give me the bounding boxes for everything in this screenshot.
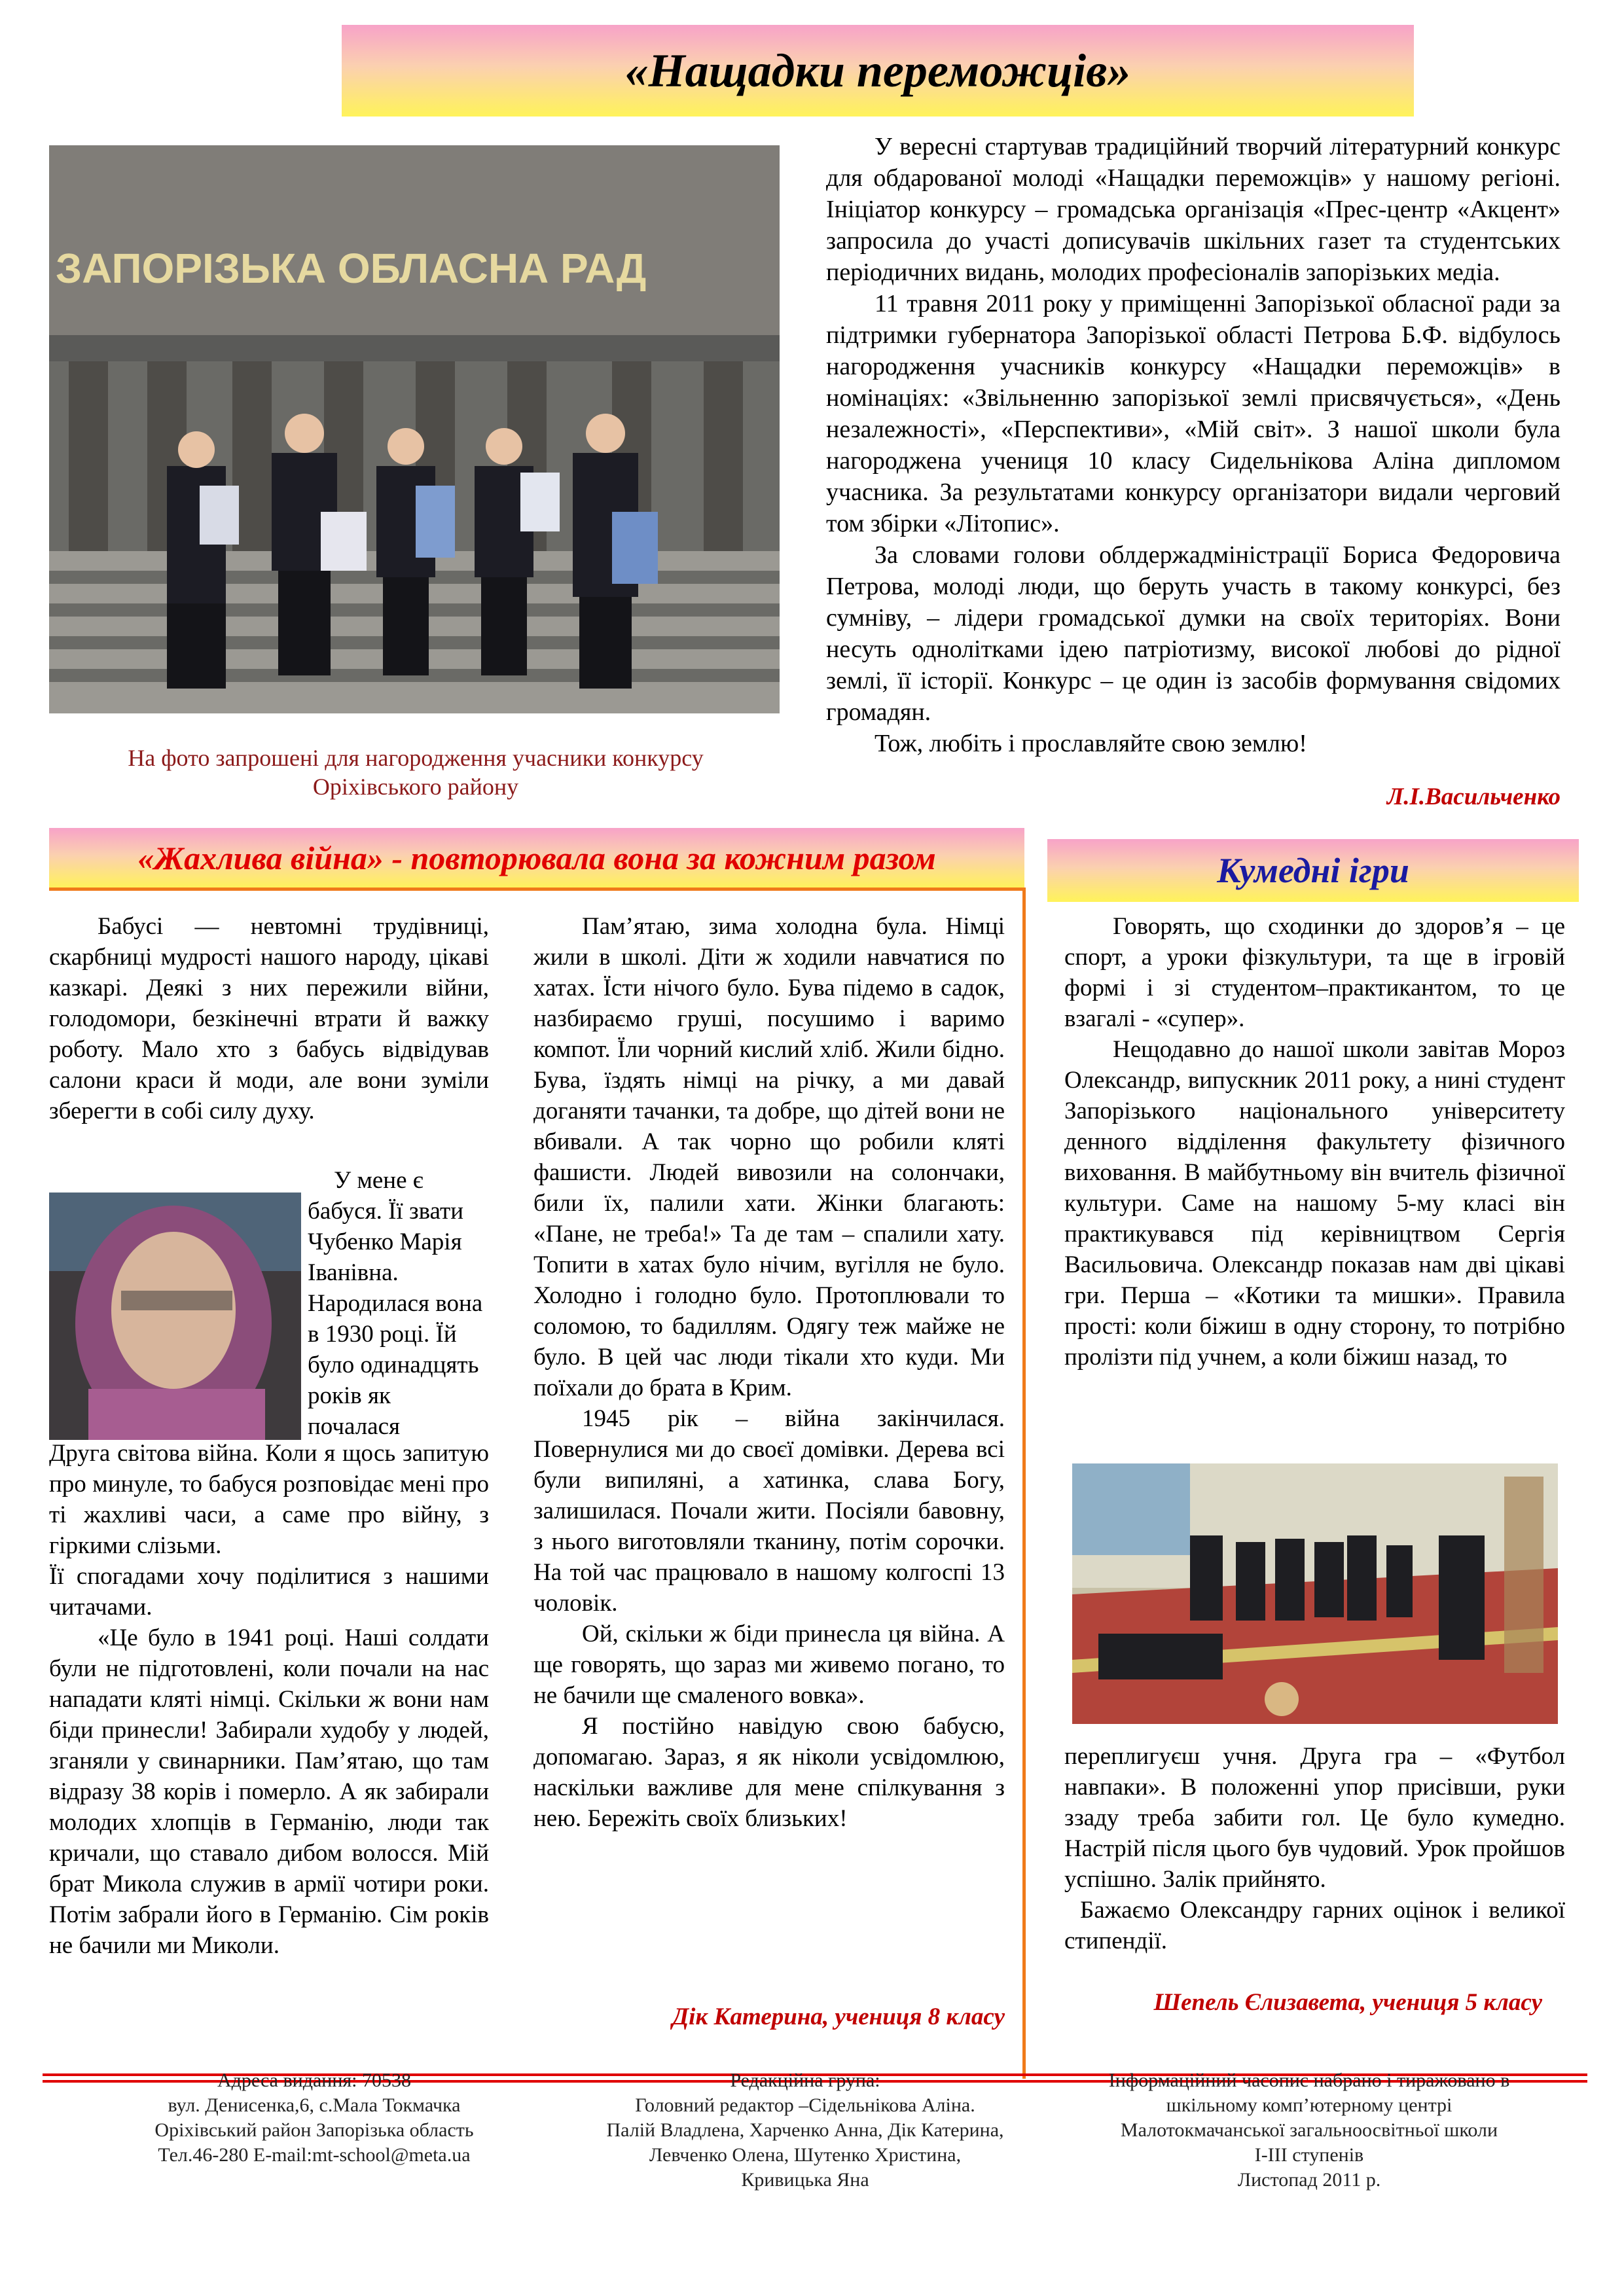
article2-col1-intro: [49, 911, 489, 1126]
footer-line: Тел.46-280 E-mail:mt-school@meta.ua: [158, 2144, 471, 2166]
article1-paragraph: За словами голови облдержадміністрації Бориса Федоровича Петрова, молоді люди, що беруть участь в такому конкурсі, без сумніву, – лідери громадської думки на своїх територіях. Вони несуть однолітками ідею патріотизму, високої любові до рідної землі, її історії. Конкурс – це один із засобів формування свідомих громадян.: [826, 541, 1561, 726]
article2-col1-rest: [49, 1438, 489, 1961]
article1-signature: Л.І.Васильченко: [1386, 783, 1561, 810]
footer-line: Редакційна група:: [730, 2070, 880, 2091]
gym-photo: [1072, 1463, 1558, 1724]
orange-rule-vertical: [1022, 888, 1026, 2079]
article2-paragraph: 1945 рік – війна закінчилася. Повернулися ми до своєї домівки. Дерева всі були випиляні, а хатинка, слава Богу, залишилася. Почали жити. Посіяли бавовну, з нього виготовляли тканину, потім сорочки. На той час працювало в нашому колгоспі 13 чоловік.: [533, 1405, 1005, 1617]
footer-line: Малотокмачанської загальноосвітньої школи: [1120, 2119, 1498, 2141]
article2-paragraph: «Це було в 1941 році. Наші солдати були не підготовлені, коли почали на нас нападати кляті німці. Скільки ж вони нам біди принесли! Забирали худобу у людей, зганяли у свинарники. Пам’ятаю, що там відразу 38 корів і померло. А як забирали молодих хлопців в Германію, люди так кричали, що ставало дибом волосся. Мій брат Микола служив в армії чотири роки. Потім забрали його в Германію. Сім років не бачили ми Миколи.: [49, 1624, 489, 1959]
building-sign: ЗАПОРІЗЬКА ОБЛАСНА РАД: [56, 245, 647, 292]
article3-title: Кумедні ігри: [1217, 851, 1409, 890]
article2-paragraph: У мене є бабуся. Її звати Чубенко Марія Іванівна. Народилася вона в 1930 році. Їй було одинадцять років як почалася: [308, 1167, 483, 1440]
footer-line: Головний редактор –Сідельнікова Аліна.: [635, 2094, 975, 2116]
footer-line: шкільному комп’ютерному центрі: [1166, 2094, 1453, 2116]
article3-paragraph: Нещодавно до нашої школи завітав Мороз Олександр, випускник 2011 року, а нині студент Запорізького національного університету денного відділення факультету фізичного виховання. В майбутньому він вчитель фізичної культури. Саме на нашому 5-му класі він практикувався під керівництвом Сергія Васильовича. Олександр показав нам дві цікаві гри. Перша – «Котики та мишки». Правила прості: коли біжиш в одну сторону, то потрібно пролізти під учнем, а коли біжиш назад, то: [1064, 1036, 1565, 1371]
article3-paragraph: переплигуєш учня. Друга гра – «Футбол навпаки». В положенні упор присівши, руки ззаду треба забити гол. Це було кумедно. Настрій після цього був чудовий. Урок пройшов успішно. Залік прийнято.: [1064, 1743, 1565, 1893]
article2-signature: Дік Катерина, учениця 8 класу: [672, 2003, 1005, 2030]
footer-line: Листопад 2011 р.: [1237, 2169, 1381, 2191]
footer-line: Оріхівський район Запорізька область: [154, 2119, 474, 2141]
article2-col1-beside-photo: [308, 1165, 489, 1442]
footer-line: Адреса видання: 70538: [217, 2070, 412, 2091]
photo-caption-line: Оріхівського району: [312, 774, 519, 800]
award-photo: [49, 145, 780, 713]
footer-line: І-ІІІ ступенів: [1254, 2144, 1364, 2166]
footer-line: вул. Денисенка,6, с.Мала Токмачка: [168, 2094, 461, 2116]
article1-paragraph: Тож, любіть і прославляйте свою землю!: [875, 730, 1307, 757]
article3-bottom: [1064, 1741, 1565, 1956]
article2-col2: [533, 911, 1005, 1834]
article3-top: [1064, 911, 1565, 1372]
article2-paragraph: Ой, скільки ж біди принесла ця війна. А ще говорять, що зараз ми живемо погано, то не бачили ще смаленого вовка».: [533, 1621, 1005, 1709]
article1-body: [826, 131, 1561, 759]
article3-title-banner: [1047, 839, 1579, 902]
article2-title: «Жахлива війна» - повторювала вона за кожним разом: [137, 840, 936, 876]
article2-title-banner: [49, 828, 1024, 888]
footer-address: [52, 2068, 576, 2168]
orange-rule-horizontal: [49, 888, 1024, 891]
footer-line: Інформаційний часопис набрано і тиражовано в: [1108, 2070, 1510, 2091]
article2-paragraph: Друга світова війна. Коли я щось запитую про минуле, то бабуся розповідає мені про ті жахливі часи, а саме про війну, з гіркими слізьми.: [49, 1440, 489, 1559]
article1-paragraph: 11 травня 2011 року у приміщенні Запорізької обласної ради за підтримки губернатора Запорізької області Петрова Б.Ф. відбулось нагородження учасників конкурсу «Нащадки переможців» в номінаціях: «Звільненню запорізької землі присвячується», «День незалежності», «Перспективи», «Мій світ». З нашої школи була нагороджена учениця 10 класу Сидельнікова Аліна дипломом учасника. За результатами конкурсу організатори видали черговий том збірки «Літопис».: [826, 290, 1561, 537]
grandmother-photo: [49, 1193, 301, 1440]
article2-paragraph: Бабусі — невтомні трудівниці, скарбниці мудрості нашого народу, цікаві казкарі. Деякі з них пережили війни, голодомори, безкінечні втрати й важку роботу. Мало хто з бабусь відвідував салони краси й моди, але вони зуміли зберегти в собі силу духу.: [49, 913, 489, 1124]
article3-paragraph: Говорять, що сходинки до здоров’я – це спорт, а уроки фізкультури, та ще в ігровій формі і зі студентом–практикантом, то це взагалі - «супер».: [1064, 913, 1565, 1032]
footer-line: Левченко Олена, Шутенко Христина,: [649, 2144, 962, 2166]
photo-caption: [46, 744, 785, 801]
footer-publisher: [1047, 2068, 1571, 2193]
article2-paragraph: Її спогадами хочу поділитися з нашими читачами.: [49, 1563, 489, 1621]
article2-paragraph: Я постійно навідую свою бабусю, допомагаю. Зараз, я як ніколи усвідомлюю, наскільки важливе для мене спілкування з нею. Бережіть своїх близьких!: [533, 1713, 1005, 1832]
footer-line: Кривицька Яна: [741, 2169, 869, 2191]
footer-editorial: [530, 2068, 1080, 2193]
footer-line: Палій Владлена, Харченко Анна, Дік Катерина,: [606, 2119, 1004, 2141]
main-title-banner: [342, 25, 1414, 117]
article2-paragraph: Пам’ятаю, зима холодна була. Німці жили в школі. Діти ж ходили навчатися по хатах. Їсти нічого було. Бува підемо в садок, назбираємо груші, посушимо і варимо компот. Їли чорний кислий хліб. Жили бідно. Бува, їздять німці на річку, а ми давай доганяти тачанки, та добре, що дітей вони не вбивали. А так чорно що робили кляті фашисти. Людей вивозили на солончаки, били їх, палили хати. Жінки благають: «Пане, не треба!» Та де там – спалили хату. Топити в хатах було нічим, вугілля не було. Холодно і голодно було. Протоплювали то соломою, то бадиллям. Одягу теж майже не було. В цей час люди тікали хто куди. Ми поїхали до брата в Крим.: [533, 913, 1005, 1401]
article1-paragraph: У вересні стартував традиційний творчий літературний конкурс для обдарованої молоді «Нащадки переможців» у нашому регіоні. Ініціатор конкурсу – громадська організація «Прес-центр «Акцент» запросила до участі дописувачів шкільних газет та студентських періодичних видань, молодих професіоналів запорізьких медіа.: [826, 133, 1561, 286]
main-title: «Нащадки переможців»: [624, 44, 1131, 97]
article3-paragraph: Бажаємо Олександру гарних оцінок і великої стипендії.: [1064, 1897, 1565, 1954]
photo-caption-line: На фото запрошені для нагородження учасники конкурсу: [128, 745, 704, 771]
article3-signature: Шепель Єлизавета, учениця 5 класу: [1153, 1989, 1542, 2016]
